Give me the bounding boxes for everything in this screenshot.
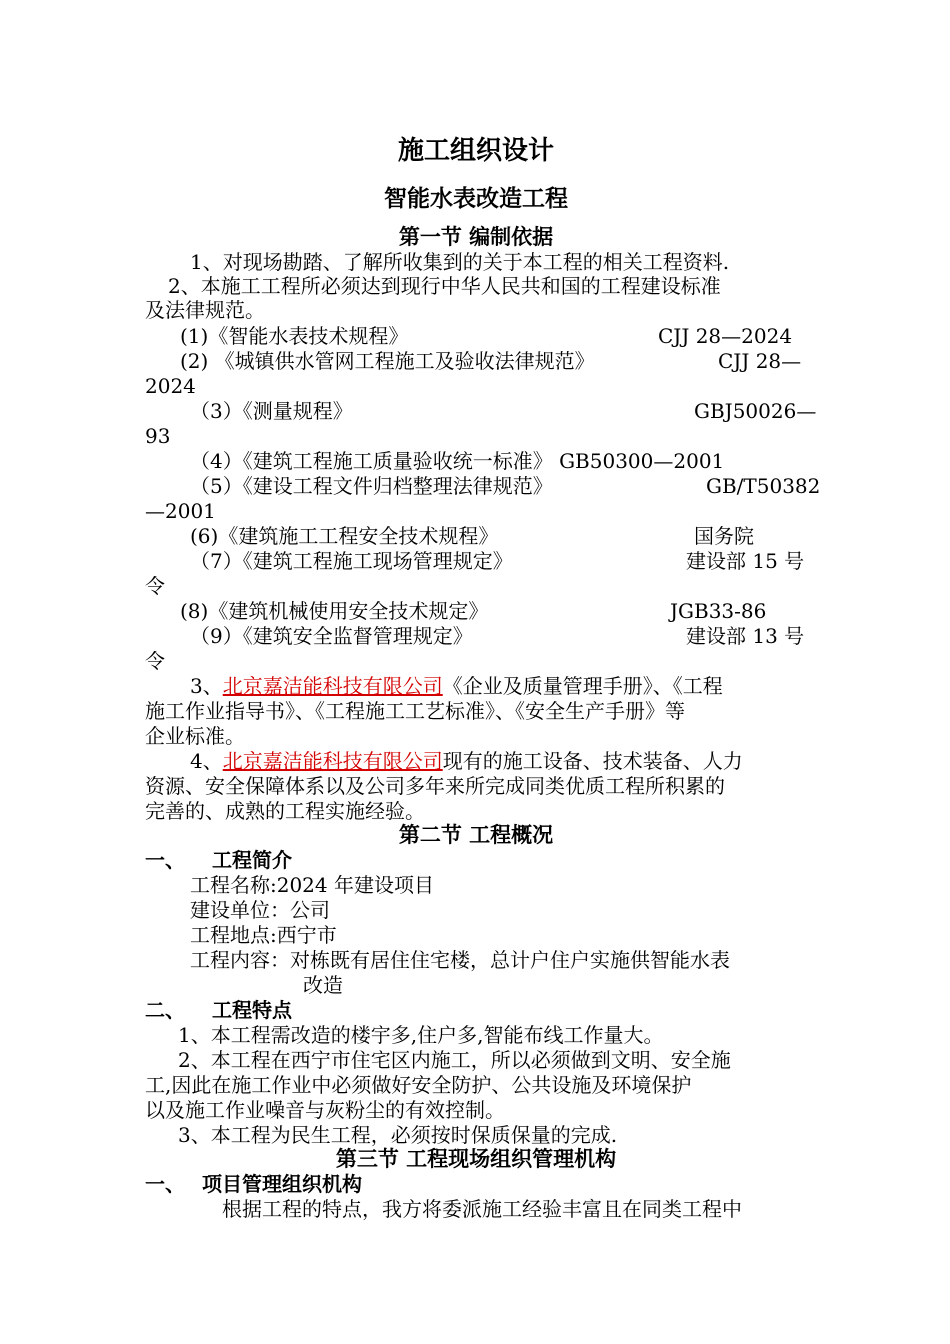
project-content-line1: 工程内容：对栋既有居住住宅楼，总计户住户实施供智能水表 bbox=[190, 948, 730, 972]
company-name-link[interactable]: 北京嘉洁能科技有限公司 bbox=[222, 749, 443, 773]
section2-sub2-title: 工程特点 bbox=[212, 998, 292, 1022]
section1-para4-line1 bbox=[190, 749, 743, 773]
standard-item-3-wrap: 93 bbox=[145, 424, 171, 448]
standard-item-7-code: 建设部 15 号 bbox=[686, 549, 805, 573]
standard-item-8-code: JGB33-86 bbox=[670, 599, 767, 623]
section1-para2-line2: 及法律规范。 bbox=[145, 298, 265, 322]
feature-3: 3、本工程为民生工程，必须按时保质保量的完成. bbox=[178, 1123, 618, 1147]
construction-unit: 建设单位：公司 bbox=[190, 898, 330, 922]
standard-item-6: (6)《建筑施工工程安全技术规程》 bbox=[190, 524, 499, 548]
standard-item-3: （3）《测量规程》 bbox=[190, 399, 353, 423]
standard-item-7: （7）《建筑工程施工现场管理规定》 bbox=[190, 549, 513, 573]
section2-heading: 第二节 工程概况 bbox=[398, 822, 554, 847]
section1-para4-line2: 资源、安全保障体系以及公司多年来所完成同类优质工程所积累的 bbox=[145, 774, 725, 798]
standard-item-2-code: CJJ 28— bbox=[718, 349, 802, 373]
standard-item-1: (1)《智能水表技术规程》 bbox=[180, 324, 409, 348]
project-location: 工程地点:西宁市 bbox=[190, 923, 337, 947]
standard-item-9-wrap: 令 bbox=[145, 649, 165, 673]
project-name: 工程名称:2024 年建设项目 bbox=[190, 873, 434, 897]
standard-item-9: （9）《建筑安全监督管理规定》 bbox=[190, 624, 473, 648]
section3-heading: 第三节 工程现场组织管理机构 bbox=[335, 1146, 617, 1171]
project-content-line2: 改造 bbox=[303, 973, 343, 997]
section1-para4-number: 4、 bbox=[190, 749, 223, 773]
standard-item-1-code: CJJ 28—2024 bbox=[658, 324, 793, 348]
document-title: 施工组织设计 bbox=[397, 136, 554, 166]
section1-para3-line1 bbox=[190, 674, 723, 698]
section2-sub1-number: 一、 bbox=[145, 848, 185, 872]
standard-item-2-wrap: 2024 bbox=[145, 374, 196, 398]
section1-para1: 1、对现场勘踏、了解所收集到的关于本工程的相关工程资料. bbox=[190, 250, 730, 274]
standard-item-5-code: GB/T50382 bbox=[706, 474, 821, 498]
standard-item-5: （5）《建设工程文件归档整理法律规范》 bbox=[190, 474, 553, 498]
standard-item-2: (2) 《城镇供水管网工程施工及验收法律规范》 bbox=[180, 349, 595, 373]
section2-sub2-number: 二、 bbox=[145, 998, 185, 1022]
document-subtitle: 智能水表改造工程 bbox=[384, 185, 568, 212]
section1-para4-text: 现有的施工设备、技术装备、人力 bbox=[442, 749, 743, 773]
section3-sub1-number: 一、 bbox=[145, 1172, 185, 1196]
feature-2-line2: 工,因此在施工作业中必须做好安全防护、公共设施及环境保护 bbox=[145, 1073, 692, 1097]
section3-sub1-title: 项目管理组织机构 bbox=[202, 1172, 362, 1196]
section1-para3-line2: 施工作业指导书》、《工程施工工艺标准》、《安全生产手册》等 bbox=[145, 699, 685, 723]
feature-2-line1: 2、本工程在西宁市住宅区内施工，所以必须做到文明、安全施 bbox=[178, 1048, 731, 1072]
company-name-link[interactable]: 北京嘉洁能科技有限公司 bbox=[222, 674, 443, 698]
standard-item-7-wrap: 令 bbox=[145, 574, 165, 598]
section1-heading: 第一节 编制依据 bbox=[398, 224, 554, 249]
section1-para3-text: 《企业及质量管理手册》、《工程 bbox=[442, 674, 723, 698]
standard-item-3-code: GBJ50026— bbox=[694, 399, 817, 423]
standard-item-4: （4）《建筑工程施工质量验收统一标准》 GB50300—2001 bbox=[190, 449, 725, 473]
standard-item-6-code: 国务院 bbox=[694, 524, 754, 548]
feature-1: 1、本工程需改造的楼宇多,住户多,智能布线工作量大。 bbox=[178, 1023, 664, 1047]
section1-para3-number: 3、 bbox=[190, 674, 223, 698]
section3-para1: 根据工程的特点，我方将委派施工经验丰富且在同类工程中 bbox=[222, 1197, 742, 1221]
section1-para2-line1: 2、本施工工程所必须达到现行中华人民共和国的工程建设标准 bbox=[168, 274, 721, 298]
standard-item-9-code: 建设部 13 号 bbox=[686, 624, 805, 648]
section1-para3-line3: 企业标准。 bbox=[145, 724, 245, 748]
standard-item-5-wrap: —2001 bbox=[145, 499, 216, 523]
feature-2-line3: 以及施工作业噪音与灰粉尘的有效控制。 bbox=[145, 1098, 505, 1122]
section2-sub1-title: 工程简介 bbox=[212, 848, 292, 872]
standard-item-8: (8)《建筑机械使用安全技术规定》 bbox=[180, 599, 489, 623]
section1-para4-line3: 完善的、成熟的工程实施经验。 bbox=[145, 799, 425, 823]
